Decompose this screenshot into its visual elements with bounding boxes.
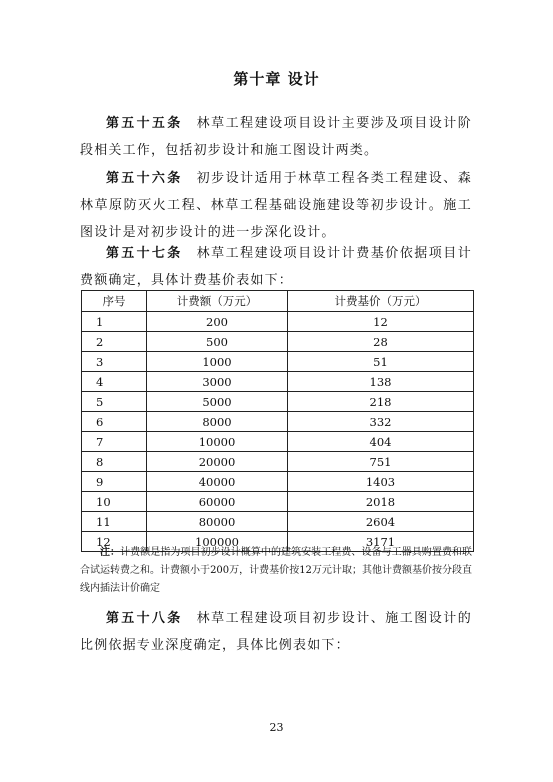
serial-number-cell: 1 bbox=[82, 312, 147, 332]
base-fee-cell: 218 bbox=[288, 392, 474, 412]
article-55 bbox=[80, 110, 472, 164]
article-label: 第五十八条 bbox=[106, 611, 183, 626]
article-text: 初步设计适用于林草工程各类工程建设、森林草原防灭火工程、林草工程基础设施建设等初步设计。施工图设计是对初步设计的进一步深化设计。 bbox=[80, 171, 472, 240]
article-text: 林草工程建设项目设计主要涉及项目设计阶段相关工作，包括初步设计和施工图设计两类。 bbox=[80, 116, 472, 158]
fee-amount-cell: 20000 bbox=[147, 452, 288, 472]
column-header: 序号 bbox=[82, 291, 147, 312]
fee-amount-cell: 100000 bbox=[147, 532, 288, 552]
serial-number-cell: 9 bbox=[82, 472, 147, 492]
table-row bbox=[82, 372, 474, 392]
serial-number-cell: 3 bbox=[82, 352, 147, 372]
serial-number-cell: 7 bbox=[82, 432, 147, 452]
serial-number-cell: 4 bbox=[82, 372, 147, 392]
table-row bbox=[82, 312, 474, 332]
fee-amount-cell: 8000 bbox=[147, 412, 288, 432]
base-fee-cell: 51 bbox=[288, 352, 474, 372]
fee-table bbox=[81, 290, 474, 552]
serial-number-cell: 5 bbox=[82, 392, 147, 412]
table-row bbox=[82, 512, 474, 532]
article-text: 林草工程建设项目初步设计、施工图设计的比例依据专业深度确定，具体比例表如下： bbox=[80, 611, 472, 653]
base-fee-cell: 138 bbox=[288, 372, 474, 392]
base-fee-cell: 12 bbox=[288, 312, 474, 332]
article-58 bbox=[80, 605, 472, 659]
table-note bbox=[80, 544, 472, 598]
base-fee-cell: 2018 bbox=[288, 492, 474, 512]
base-fee-cell: 2604 bbox=[288, 512, 474, 532]
serial-number-cell: 10 bbox=[82, 492, 147, 512]
article-56 bbox=[80, 165, 472, 246]
article-57 bbox=[80, 240, 472, 294]
serial-number-cell: 6 bbox=[82, 412, 147, 432]
serial-number-cell: 8 bbox=[82, 452, 147, 472]
base-fee-cell: 332 bbox=[288, 412, 474, 432]
fee-table-body bbox=[82, 312, 474, 552]
column-header: 计费额（万元） bbox=[147, 291, 288, 312]
article-text: 林草工程建设项目设计计费基价依据项目计费额确定，具体计费基价表如下： bbox=[80, 246, 472, 288]
fee-amount-cell: 40000 bbox=[147, 472, 288, 492]
page-number: 23 bbox=[269, 721, 284, 734]
table-row bbox=[82, 472, 474, 492]
chapter-title: 第十章 设计 bbox=[233, 70, 320, 88]
base-fee-cell: 751 bbox=[288, 452, 474, 472]
table-row bbox=[82, 332, 474, 352]
fee-amount-cell: 10000 bbox=[147, 432, 288, 452]
base-fee-cell: 28 bbox=[288, 332, 474, 352]
article-label: 第五十五条 bbox=[106, 116, 183, 131]
base-fee-cell: 1403 bbox=[288, 472, 474, 492]
table-row bbox=[82, 492, 474, 512]
base-fee-cell: 3171 bbox=[288, 532, 474, 552]
article-label: 第五十七条 bbox=[106, 246, 183, 261]
table-row bbox=[82, 412, 474, 432]
fee-amount-cell: 200 bbox=[147, 312, 288, 332]
base-fee-cell: 404 bbox=[288, 432, 474, 452]
fee-amount-cell: 500 bbox=[147, 332, 288, 352]
fee-amount-cell: 60000 bbox=[147, 492, 288, 512]
table-row bbox=[82, 432, 474, 452]
serial-number-cell: 2 bbox=[82, 332, 147, 352]
fee-amount-cell: 80000 bbox=[147, 512, 288, 532]
article-label: 第五十六条 bbox=[106, 171, 183, 186]
serial-number-cell: 11 bbox=[82, 512, 147, 532]
table-header-row bbox=[82, 291, 474, 312]
table-row bbox=[82, 452, 474, 472]
fee-amount-cell: 5000 bbox=[147, 392, 288, 412]
column-header: 计费基价（万元） bbox=[288, 291, 474, 312]
serial-number-cell: 12 bbox=[82, 532, 147, 552]
fee-amount-cell: 3000 bbox=[147, 372, 288, 392]
note-text: 计费额是指为项目初步设计概算中的建筑安装工程费、设备与工器具购置费和联合试运转费之和。计费额小于200万，计费基价按12万元计取；其他计费额基价按分段直线内插法计价确定 bbox=[80, 547, 473, 594]
table-row bbox=[82, 352, 474, 372]
note-label: 注： bbox=[100, 547, 121, 558]
table-row bbox=[82, 392, 474, 412]
fee-amount-cell: 1000 bbox=[147, 352, 288, 372]
